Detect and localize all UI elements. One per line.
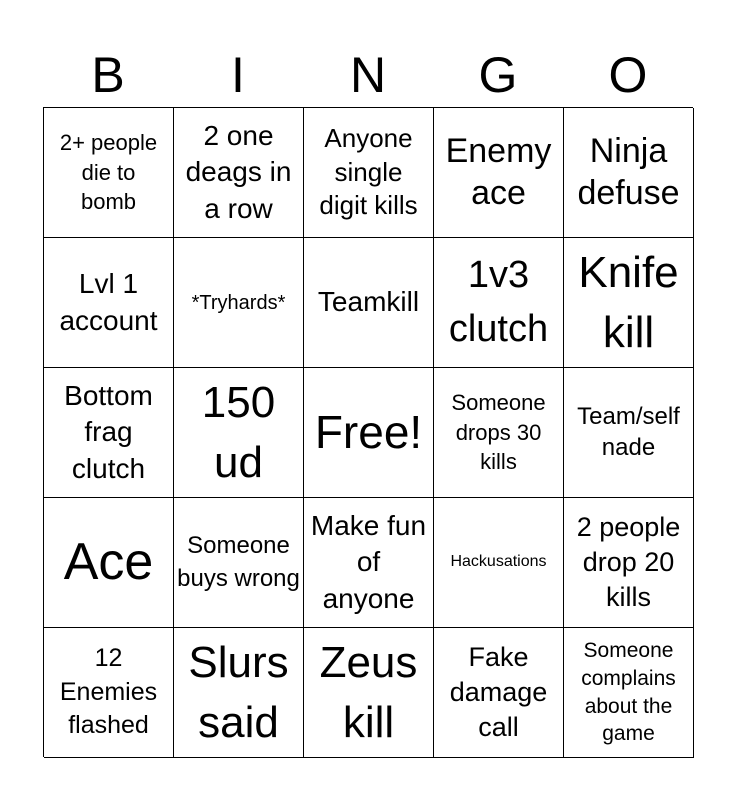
bingo-cell[interactable]: Slurs said <box>174 628 304 758</box>
bingo-cell[interactable]: Knife kill <box>564 238 694 368</box>
bingo-cell[interactable]: Enemy ace <box>434 108 564 238</box>
bingo-cell[interactable]: Hackusations <box>434 498 564 628</box>
bingo-cell[interactable]: 2 one deags in a row <box>174 108 304 238</box>
bingo-cell[interactable]: Ninja defuse <box>564 108 694 238</box>
bingo-cell[interactable]: Team/self nade <box>564 368 694 498</box>
header-letter-n: N <box>349 47 387 103</box>
bingo-cell[interactable]: *Tryhards* <box>174 238 304 368</box>
bingo-cell[interactable]: Someone buys wrong <box>174 498 304 628</box>
bingo-cell[interactable]: 2+ people die to bomb <box>44 108 174 238</box>
bingo-cell[interactable]: Zeus kill <box>304 628 434 758</box>
bingo-cell[interactable]: Teamkill <box>304 238 434 368</box>
bingo-cell[interactable]: 12 Enemies flashed <box>44 628 174 758</box>
header-letter-g: G <box>478 47 518 103</box>
bingo-cell[interactable]: Anyone single digit kills <box>304 108 434 238</box>
bingo-cell[interactable]: 150 ud <box>174 368 304 498</box>
bingo-cell[interactable]: Make fun of anyone <box>304 498 434 628</box>
free-space[interactable]: Free! <box>304 368 434 498</box>
bingo-cell[interactable]: 2 people drop 20 kills <box>564 498 694 628</box>
header-letter-i: I <box>231 47 245 103</box>
bingo-cell[interactable]: Fake damage call <box>434 628 564 758</box>
bingo-board <box>43 107 693 757</box>
header-letter-b: B <box>91 47 125 103</box>
bingo-header <box>43 44 693 106</box>
bingo-cell[interactable]: 1v3 clutch <box>434 238 564 368</box>
bingo-cell[interactable]: Ace <box>44 498 174 628</box>
bingo-cell[interactable]: Someone complains about the game <box>564 628 694 758</box>
header-letter-o: O <box>608 47 648 103</box>
bingo-cell[interactable]: Lvl 1 account <box>44 238 174 368</box>
bingo-cell[interactable]: Bottom frag clutch <box>44 368 174 498</box>
bingo-cell[interactable]: Someone drops 30 kills <box>434 368 564 498</box>
